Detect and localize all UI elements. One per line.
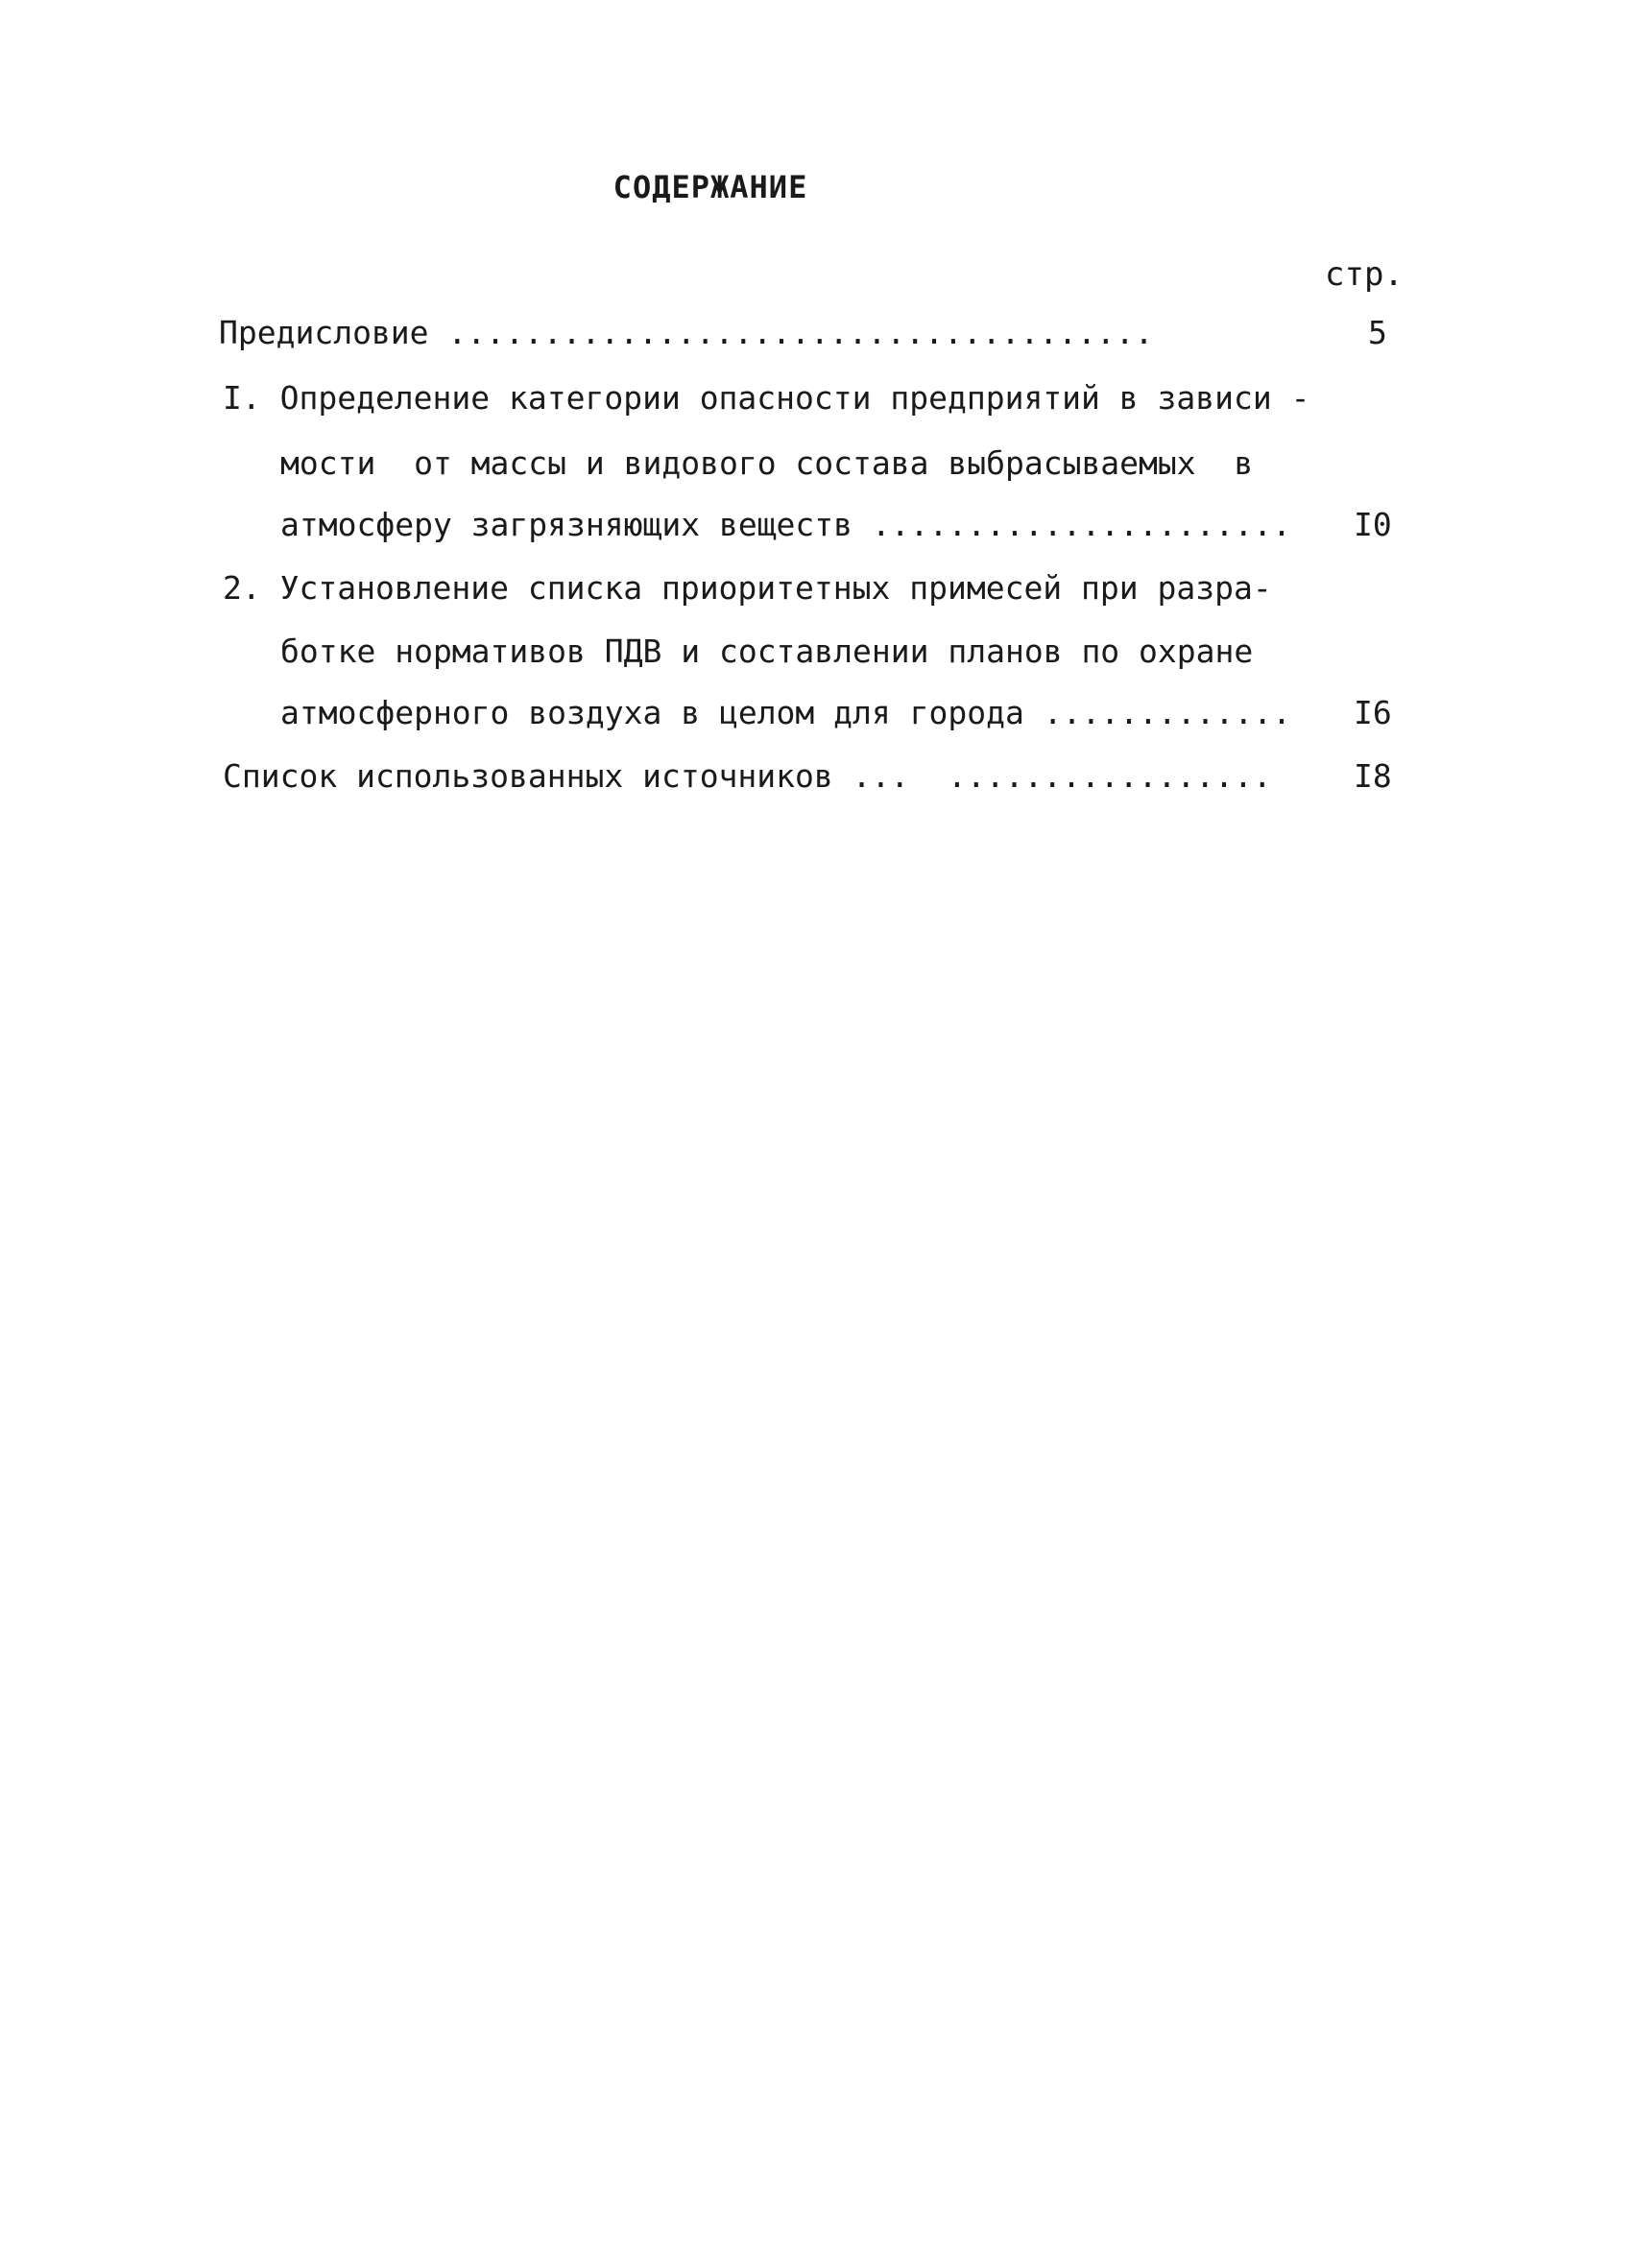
toc-entry-1-line-1: I. Определение категории опасности предприятий в зависи - [223, 379, 1310, 417]
toc-entry-2-page: I6 [1354, 694, 1392, 731]
toc-entry-2-line-1: 2. Установление списка приоритетных примесей при разра- [223, 569, 1272, 607]
page-column-header: стр. [1325, 255, 1404, 294]
toc-entry-1-line-2: мости от массы и видового состава выбрасываемых в [280, 444, 1254, 482]
toc-entry-1-line-3: атмосферу загрязняющих веществ ...................... [280, 506, 1291, 543]
toc-entry-preface-page: 5 [1368, 314, 1387, 351]
toc-entry-2-line-2: ботке нормативов ПДВ и составлении планов по охране [280, 633, 1254, 670]
toc-entry-sources-line-1: Список использованных источников ... ................. [223, 757, 1272, 795]
page-title: СОДЕРЖАНИЕ [612, 169, 808, 205]
toc-entry-sources-page: I8 [1354, 757, 1392, 795]
toc-entry-2-line-3: атмосферного воздуха в целом для города ............. [280, 694, 1291, 731]
toc-entry-1-page: I0 [1354, 506, 1392, 543]
toc-entry-preface-line-1: Предисловие ..................................... [219, 314, 1154, 351]
